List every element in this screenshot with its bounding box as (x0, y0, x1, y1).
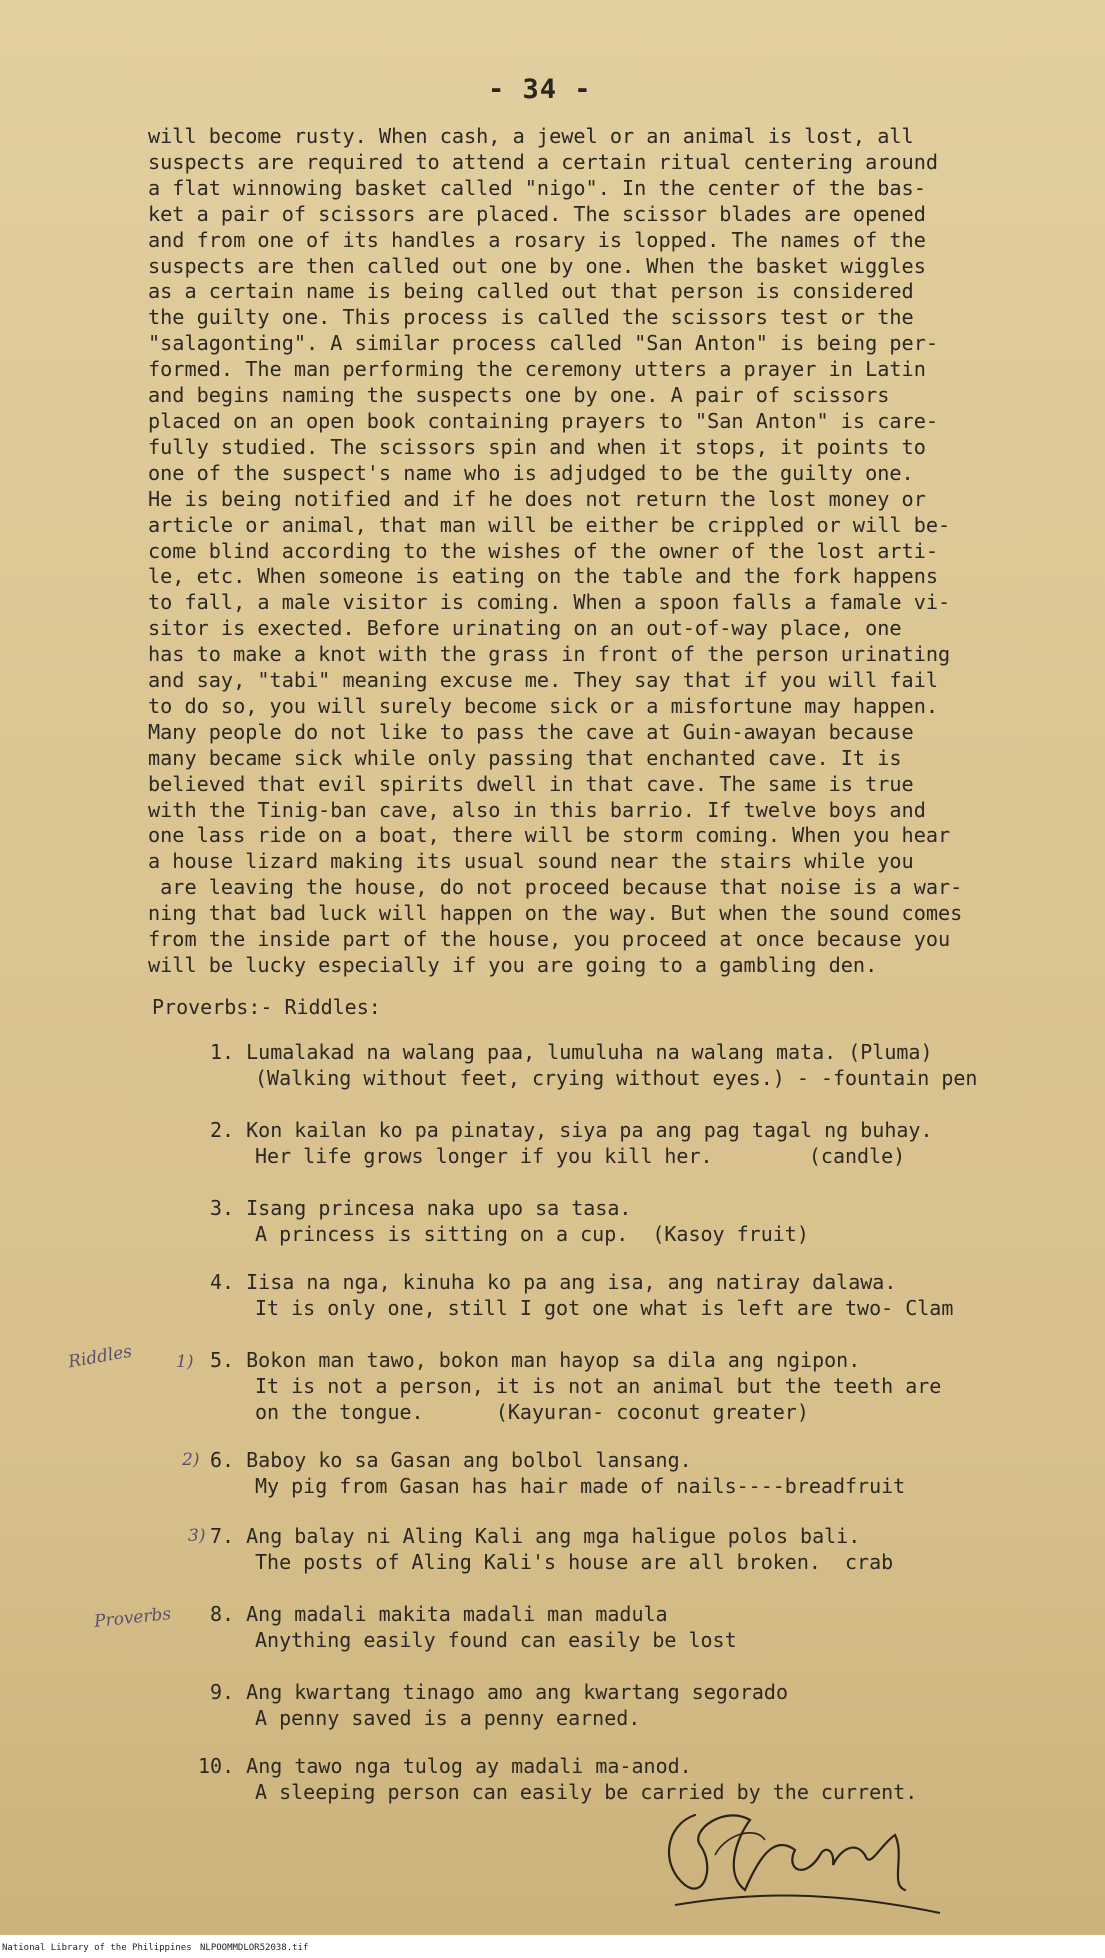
item-number: 3. (210, 1196, 235, 1220)
paragraph-line: will be lucky especially if you are going to a gambling den. (148, 953, 878, 977)
item-text: Isang princesa naka upo sa tasa. (246, 1196, 632, 1220)
list-item (210, 1679, 1050, 1731)
item-translation: It is not a person, it is not an animal but the teeth are (255, 1374, 942, 1398)
item-translation: A penny saved is a penny earned. (255, 1706, 641, 1730)
paragraph-line: and say, "tabi" meaning excuse me. They say that if you will fail (148, 668, 939, 693)
item-number: 1. (210, 1040, 235, 1064)
paragraph-line: article or animal, that man will be either be crippled or will be- (148, 512, 951, 537)
paragraph-line: and begins naming the suspects one by one. A pair of scissors (148, 383, 890, 408)
item-number: 4. (210, 1270, 235, 1294)
item-number: 6. (210, 1448, 235, 1472)
paragraph-line: many became sick while only passing that enchanted cave. It is (148, 745, 902, 770)
paragraph-line: the guilty one. This process is called the scissors test or the (148, 305, 914, 330)
item-translation: It is only one, still I got one what is left are two- Clam (255, 1296, 954, 1320)
item-text: Baboy ko sa Gasan ang bolbol lansang. (246, 1448, 692, 1472)
paragraph-line: as a certain name is being called out that person is considered (148, 279, 914, 304)
item-text: Kon kailan ko pa pinatay, siya pa ang pag tagal ng buhay. (246, 1118, 933, 1142)
item-translation: A princess is sitting on a cup. (Kasoy fruit) (255, 1222, 809, 1246)
margin-note-proverbs: Proverbs (93, 1604, 173, 1632)
item-translation: (Walking without feet, crying without eyes.) - -fountain pen (255, 1066, 978, 1090)
item-number: 5. (210, 1348, 235, 1372)
paragraph-line: believed that evil spirits dwell in that cave. The same is true (148, 771, 914, 796)
paragraph-line: suspects are required to attend a certain ritual centering around (148, 149, 939, 174)
paragraph-line: will become rusty. When cash, a jewel or an animal is lost, all (148, 124, 914, 148)
margin-note-riddles: Riddles (66, 1341, 134, 1373)
paragraph-line: suspects are then called out one by one. When the basket wiggles (148, 253, 926, 278)
paragraph-line: a house lizard making its usual sound near the stairs while you (148, 849, 914, 874)
item-number: 10. (198, 1754, 235, 1778)
paragraph-line: He is being notified and if he does not return the lost money or (148, 486, 926, 511)
paragraph-line: with the Tinig-ban cave, also in this barrio. If twelve boys and (148, 797, 926, 822)
paragraph-line: ning that bad luck will happen on the way. But when the sound comes (148, 901, 963, 926)
margin-note-number: 2) (182, 1450, 200, 1470)
item-translation: Her life grows longer if you kill her. (candle) (255, 1144, 906, 1168)
paragraph-line: le, etc. When someone is eating on the table and the fork happens (148, 564, 939, 589)
list-item (210, 1269, 1050, 1321)
item-text: Ang kwartang tinago amo ang kwartang segorado (246, 1680, 788, 1704)
handwritten-signature (655, 1795, 955, 1930)
paragraph-line: fully studied. The scissors spin and when it stops, it points to (148, 434, 926, 459)
paragraph-line: come blind according to the wishes of the owner of the lost arti- (148, 538, 939, 563)
item-number: 9. (210, 1680, 235, 1704)
item-text: Iisa na nga, kinuha ko pa ang isa, ang natiray dalawa. (246, 1270, 897, 1294)
paragraph-line: are leaving the house, do not proceed because that noise is a war- (148, 875, 963, 900)
item-number: 2. (210, 1118, 235, 1142)
item-text: Ang madali makita madali man madula (246, 1602, 668, 1626)
margin-note-number: 1) (176, 1352, 194, 1372)
page-number: - 34 - (488, 74, 592, 105)
list-item (210, 1347, 1050, 1425)
item-translation: Anything easily found can easily be lost (255, 1628, 737, 1652)
list-item (210, 1601, 1050, 1653)
item-translation: My pig from Gasan has hair made of nails----breadfruit (255, 1474, 906, 1498)
paragraph-line: Many people do not like to pass the cave at Guin-awayan because (148, 719, 914, 744)
item-translation: The posts of Aling Kali's house are all broken. crab (255, 1550, 894, 1574)
item-text: Lumalakad na walang paa, lumuluha na walang mata. (Pluma) (246, 1040, 933, 1064)
body-paragraph (148, 124, 1028, 979)
paragraph-line: has to make a knot with the grass in front of the person urinating (148, 642, 951, 667)
item-translation: A sleeping person can easily be carried by the current. (255, 1780, 918, 1804)
paragraph-line: ket a pair of scissors are placed. The scissor blades are opened (148, 201, 926, 226)
list-item (210, 1195, 1050, 1247)
paragraph-line: formed. The man performing the ceremony utters a prayer in Latin (148, 357, 926, 382)
paragraph-line: to fall, a male visitor is coming. When a spoon falls a famale vi- (148, 590, 951, 615)
paragraph-line: and from one of its handles a rosary is lopped. The names of the (148, 227, 926, 252)
footer-filename: NLPOOMMDLOR52038.tif (200, 1943, 309, 1953)
item-translation: on the tongue. (Kayuran- coconut greater) (255, 1400, 809, 1424)
list-item (210, 1523, 1050, 1575)
item-text: Bokon man tawo, bokon man hayop sa dila ang ngipon. (246, 1348, 861, 1372)
item-number: 8. (210, 1602, 235, 1626)
section-heading: Proverbs:- Riddles: (152, 995, 381, 1019)
paragraph-line: a flat winnowing basket called "nigo". In the center of the bas- (148, 175, 926, 200)
paragraph-line: "salagonting". A similar process called "San Anton" is being per- (148, 331, 939, 356)
paragraph-line: placed on an open book containing prayers to "San Anton" is care- (148, 408, 939, 433)
item-line (210, 1039, 1050, 1065)
scan-footer (0, 1937, 1105, 1958)
paragraph-line: from the inside part of the house, you proceed at once because you (148, 927, 951, 952)
item-text: Ang balay ni Aling Kali ang mga haligue polos bali. (246, 1524, 861, 1548)
margin-note-number: 3) (188, 1526, 206, 1546)
item-number: 7. (210, 1524, 235, 1548)
paragraph-line: one lass ride on a boat, there will be storm coming. When you hear (148, 823, 951, 848)
footer-library: National Library of the Philippines (2, 1943, 192, 1953)
list-item (210, 1447, 1050, 1499)
list-item (210, 1039, 1050, 1091)
item-text: Ang tawo nga tulog ay madali ma-anod. (246, 1754, 692, 1778)
paragraph-line: one of the suspect's name who is adjudged to be the guilty one. (148, 460, 914, 485)
paragraph-line: sitor is exected. Before urinating on an out-of-way place, one (148, 616, 902, 641)
paragraph-line: to do so, you will surely become sick or a misfortune may happen. (148, 693, 939, 718)
list-item (210, 1117, 1050, 1169)
